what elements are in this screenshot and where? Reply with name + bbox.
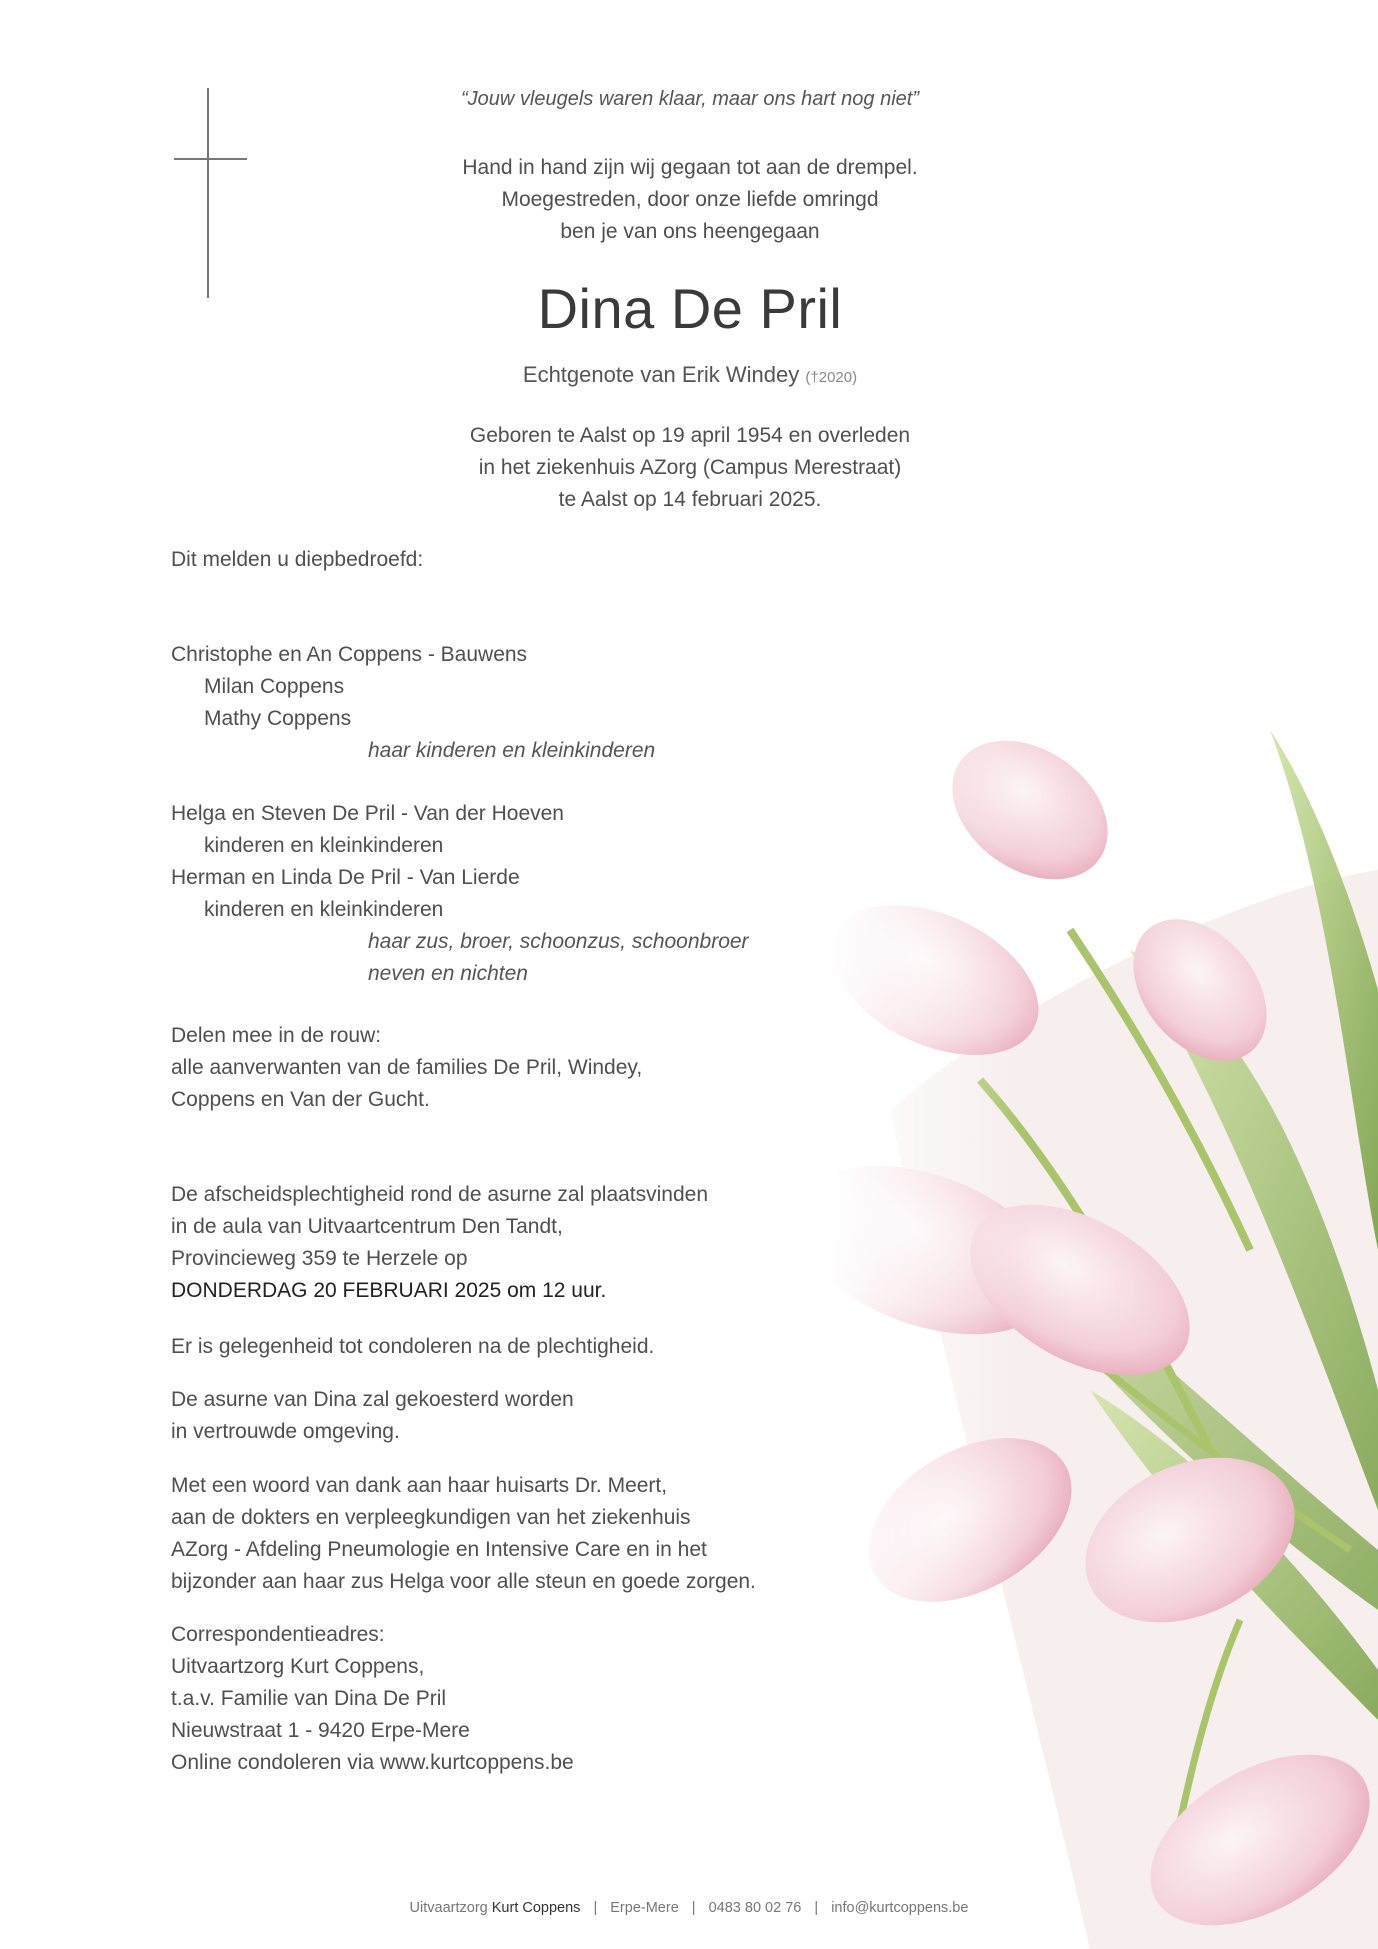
poem-line: ben je van ons heengegaan <box>560 220 820 243</box>
footer-separator: | <box>814 1900 819 1916</box>
footer-phone: 0483 80 02 76 <box>708 1900 802 1916</box>
urn-section <box>171 1384 891 1448</box>
announcement <box>171 544 891 576</box>
relation-label: haar zus, broer, schoonzus, schoonbroer <box>368 930 749 953</box>
correspondence-section <box>171 1619 891 1779</box>
family-line: Herman en Linda De Pril - Van Lierde <box>171 866 520 889</box>
ceremony-line: in de aula van Uitvaartcentrum Den Tandt, <box>171 1215 563 1238</box>
mourning-line: alle aanverwanten van de families De Pril, Windey, <box>171 1056 643 1079</box>
relation-label: haar kinderen en kleinkinderen <box>368 739 656 762</box>
family-line: Mathy Coppens <box>204 707 352 730</box>
birth-death-line: te Aalst op 14 februari 2025. <box>558 488 822 511</box>
spouse-text: Echtgenote van Erik Windey <box>522 362 800 387</box>
spouse-death-note: (†2020) <box>805 369 858 386</box>
tulips-illustration <box>830 690 1378 1949</box>
cross-icon-vertical <box>207 88 209 298</box>
birth-death-info <box>340 420 1040 516</box>
correspondence-line: Correspondentieadres: <box>171 1623 385 1646</box>
spouse-line <box>340 362 1040 388</box>
footer-brand: Kurt Coppens <box>491 1900 581 1916</box>
ceremony-line: De afscheidsplechtigheid rond de asurne zal plaatsvinden <box>171 1183 709 1206</box>
thanks-line: aan de dokters en verpleegkundigen van het ziekenhuis <box>171 1506 691 1529</box>
announcement-text: Dit melden u diepbedroefd: <box>171 548 424 571</box>
family-line: Helga en Steven De Pril - Van der Hoeven <box>171 802 564 825</box>
correspondence-line: t.a.v. Familie van Dina De Pril <box>171 1687 447 1710</box>
cross-icon-horizontal <box>174 158 247 160</box>
thanks-line: Met een woord van dank aan haar huisarts Dr. Meert, <box>171 1474 668 1497</box>
footer-email[interactable]: info@kurtcoppens.be <box>831 1900 969 1916</box>
memorial-quote: “Jouw vleugels waren klaar, maar ons hart nog niet” <box>460 88 919 110</box>
thanks-line: bijzonder aan haar zus Helga voor alle steun en goede zorgen. <box>171 1570 756 1593</box>
footer-town: Erpe-Mere <box>610 1900 679 1916</box>
birth-death-line: Geboren te Aalst op 19 april 1954 en overleden <box>469 424 911 447</box>
footer <box>0 1900 1378 1916</box>
mourning-section <box>171 1020 891 1116</box>
condolence-section <box>171 1331 891 1363</box>
footer-separator: | <box>593 1900 598 1916</box>
condolence-text: Er is gelegenheid tot condoleren na de plechtigheid. <box>171 1335 655 1358</box>
urn-line: in vertrouwde omgeving. <box>171 1420 400 1443</box>
poem <box>340 152 1040 248</box>
poem-line: Hand in hand zijn wij gegaan tot aan de drempel. <box>462 156 918 179</box>
family-line: kinderen en kleinkinderen <box>204 834 444 857</box>
footer-separator: | <box>691 1900 696 1916</box>
deceased-name: Dina De Pril <box>537 277 843 340</box>
family-siblings <box>171 798 891 990</box>
family-line: Christophe en An Coppens - Bauwens <box>171 643 528 666</box>
ceremony-section <box>171 1179 891 1307</box>
urn-line: De asurne van Dina zal gekoesterd worden <box>171 1388 574 1411</box>
birth-death-line: in het ziekenhuis AZorg (Campus Merestraat) <box>478 456 902 479</box>
mourning-line: Delen mee in de rouw: <box>171 1024 382 1047</box>
footer-prefix: Uitvaartzorg <box>409 1900 488 1916</box>
correspondence-line: Uitvaartzorg Kurt Coppens, <box>171 1655 425 1678</box>
mourning-line: Coppens en Van der Gucht. <box>171 1088 430 1111</box>
family-line: Milan Coppens <box>204 675 345 698</box>
ceremony-line: Provincieweg 359 te Herzele op <box>171 1247 468 1270</box>
relation-label: neven en nichten <box>368 962 528 985</box>
thanks-line: AZorg - Afdeling Pneumologie en Intensive Care en in het <box>171 1538 707 1561</box>
poem-line: Moegestreden, door onze liefde omringd <box>501 188 879 211</box>
correspondence-line: Online condoleren via www.kurtcoppens.be <box>171 1751 574 1774</box>
correspondence-line: Nieuwstraat 1 - 9420 Erpe-Mere <box>171 1719 470 1742</box>
family-children <box>171 639 891 767</box>
ceremony-date: DONDERDAG 20 FEBRUARI 2025 om 12 uur. <box>171 1279 607 1302</box>
thanks-section <box>171 1470 891 1598</box>
family-line: kinderen en kleinkinderen <box>204 898 444 921</box>
